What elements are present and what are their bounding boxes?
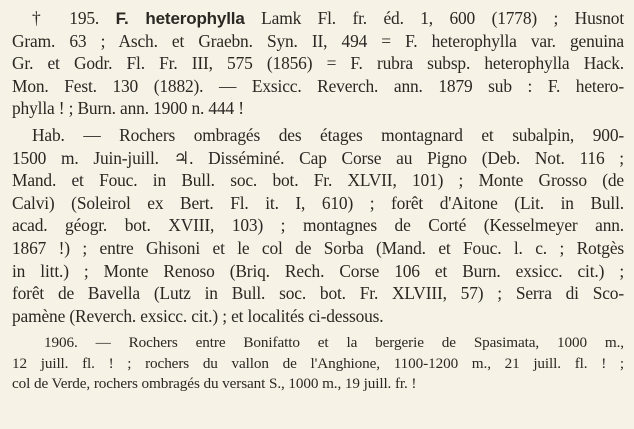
entry-line-3: Gr. et Godr. Fl. Fr. III, 575 (1856) = F. rubra subsp. heterophylla Hack.	[12, 53, 624, 74]
habitat-line-7: in litt.) ; Monte Renoso (Briq. Rech. Corse 106 et Burn. exsicc. cit.) ;	[12, 260, 624, 281]
species-name: F. heterophylla	[115, 9, 245, 28]
entry-marker: † 195.	[32, 8, 100, 28]
habitat-line-8: forêt de Bavella (Lutz in Bull. soc. bot. Fr. XLVIII, 57) ; Serra di Sco-	[12, 283, 624, 304]
habitat-line-9: pamène (Reverch. exsicc. cit.) ; et localités ci-dessous.	[12, 305, 384, 326]
entry-line-4: Mon. Fest. 130 (1882). — Exsicc. Reverch. ann. 1879 sub : F. hetero-	[12, 75, 624, 96]
habitat-line-6: 1867 !) ; entre Ghisoni et le col de Sorba (Mand. et Fouc. l. c. ; Rotgès	[12, 237, 624, 258]
habitat-line-4: Calvi) (Soleirol ex Bert. Fl. it. I, 610) ; forêt d'Aitone (Lit. in Bull.	[12, 192, 624, 213]
habitat-line-1: Hab. — Rochers ombragés des étages montagnard et subalpin, 900-	[32, 124, 624, 145]
entry-line-2: Gram. 63 ; Asch. et Graebn. Syn. II, 494 = F. heterophylla var. genuina	[12, 30, 624, 51]
habitat-line-2: 1500 m. Juin-juill. ♃. Disséminé. Cap Corse au Pigno (Deb. Not. 116 ;	[12, 147, 624, 168]
habitat-line-5: acad. géogr. bot. XVIII, 103) ; montagnes de Corté (Kesselmeyer ann.	[12, 215, 624, 236]
habitat-line-3: Mand. et Fouc. in Bull. soc. bot. Fr. XLVII, 101) ; Monte Grosso (de	[12, 170, 624, 191]
note-line-1: 1906. — Rochers entre Bonifatto et la bergerie de Spasimata, 1000 m.,	[44, 334, 624, 352]
entry-line-1-text: Lamk Fl. fr. éd. 1, 600 (1778) ; Husnot	[244, 8, 624, 28]
entry-line-1	[12, 7, 624, 30]
entry-line-5: phylla ! ; Burn. ann. 1900 n. 444 !	[12, 98, 244, 119]
note-line-3: col de Verde, rochers ombragés du versant S., 1000 m., 19 juill. fr. !	[12, 375, 417, 393]
note-line-2: 12 juill. fl. ! ; rochers du vallon de l'Anghione, 1100-1200 m., 21 juill. fl. ! ;	[12, 354, 624, 372]
